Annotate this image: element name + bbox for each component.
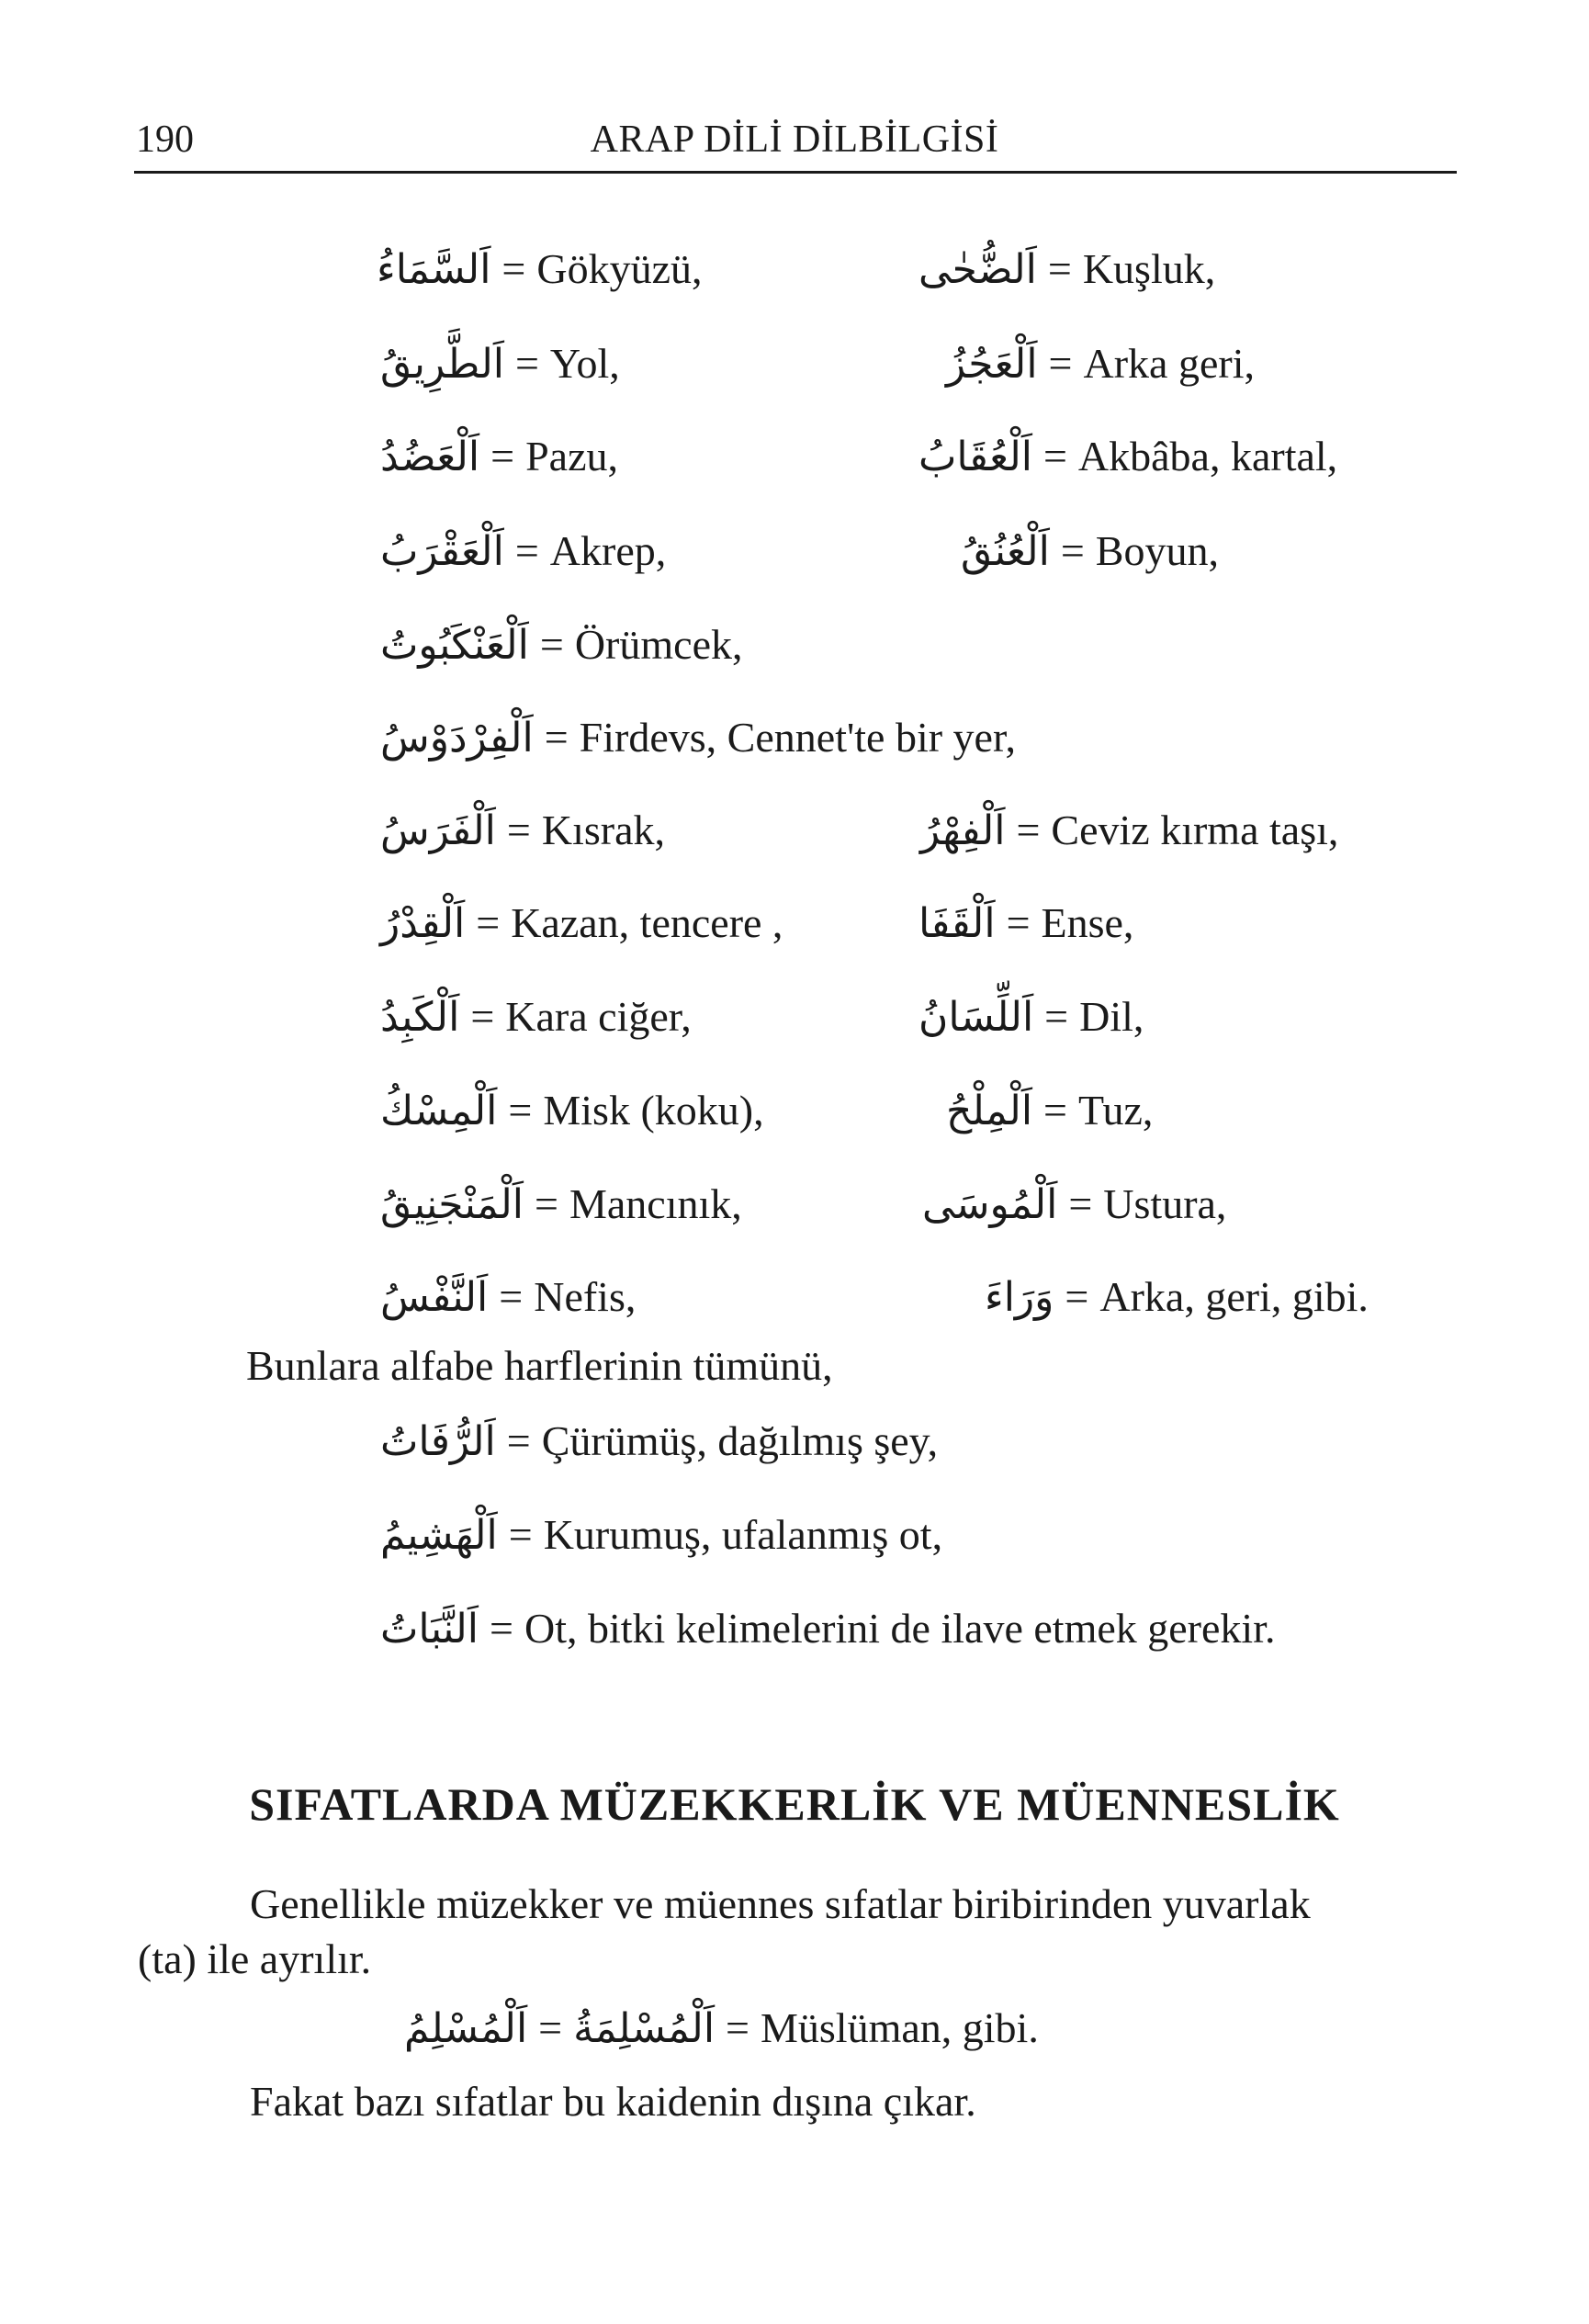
equals-sign: = — [1047, 245, 1072, 292]
vocab-entry-right — [985, 1273, 1369, 1321]
equals-sign: = — [476, 899, 501, 946]
equals-sign: = — [1060, 527, 1085, 574]
equals-sign: = — [508, 1511, 533, 1558]
arabic-word: اَلْعَضُدُ — [380, 434, 480, 480]
arabic-word: اَلضُّحٰى — [918, 246, 1037, 293]
turkish-meaning: Boyun, — [1095, 527, 1219, 574]
turkish-meaning: Çürümüş, dağılmış şey, — [541, 1417, 939, 1464]
vocab-entry-right — [918, 993, 1144, 1041]
section-heading: SIFATLARDA MÜZEKKERLİK VE MÜENNESLİK — [249, 1778, 1340, 1830]
arabic-word: اَلْمُوسَى — [922, 1181, 1058, 1228]
additional-entry — [380, 1605, 1276, 1653]
example-line — [404, 2004, 1039, 2052]
vocab-entry-right — [922, 1180, 1227, 1228]
vocab-entry-left — [380, 527, 667, 575]
equals-sign: = — [508, 1087, 533, 1134]
arabic-word: اَلسَّمَاءُ — [377, 246, 491, 293]
vocab-entry-left — [377, 245, 703, 293]
equals-sign: = — [1068, 1180, 1093, 1227]
equals-sign: = — [1065, 1273, 1089, 1320]
equals-sign: = — [535, 1180, 558, 1227]
arabic-word: اَلْمِسْكُ — [380, 1088, 498, 1134]
arabic-word: اَلْقِدْرُ — [380, 900, 466, 947]
turkish-meaning: Kara ciğer, — [505, 993, 692, 1040]
page-number: 190 — [136, 118, 194, 161]
vocab-entry-right — [961, 527, 1219, 575]
vocab-entry-right — [946, 340, 1255, 388]
arabic-word: اَلْفِرْدَوْسُ — [380, 715, 534, 762]
equals-sign: = — [501, 245, 526, 292]
turkish-meaning: Dil, — [1079, 993, 1144, 1040]
vocab-entry-left — [380, 714, 1016, 762]
equals-sign: = — [1042, 433, 1067, 479]
turkish-meaning: Nefis, — [534, 1273, 637, 1320]
arabic-word: اَلطَّرِيقُ — [380, 341, 504, 388]
additional-entry — [380, 1417, 939, 1465]
turkish-meaning: Gökyüzü, — [536, 245, 703, 292]
turkish-meaning: Kazan, tencere , — [511, 899, 783, 946]
vocab-entry-left — [380, 1180, 742, 1228]
vocab-entry-left — [380, 1089, 764, 1132]
arabic-word: اَلْكَبِدُ — [380, 994, 460, 1041]
turkish-meaning: Kısrak, — [541, 807, 665, 853]
vocab-entry-left — [380, 435, 618, 478]
arabic-word: اَلْعَنْكَبُوتُ — [380, 622, 529, 669]
vocab-entry-left — [380, 993, 692, 1041]
turkish-meaning: Firdevs, Cennet'te bir yer, — [579, 714, 1016, 761]
arabic-word: اَلْعَقْرَبُ — [380, 528, 504, 575]
equals-sign: = — [506, 1417, 531, 1464]
vocab-entry-left — [380, 340, 620, 388]
arabic-word: اَلْمِلْحُ — [946, 1088, 1033, 1134]
equals-sign: = — [470, 993, 495, 1040]
equals-sign: = — [544, 714, 569, 761]
turkish-meaning: Örümcek, — [574, 621, 743, 668]
vocab-entry-right — [920, 809, 1338, 852]
vocab-entry-left — [380, 809, 665, 852]
equals-sign: = — [1043, 1087, 1067, 1134]
additional-entry — [380, 1511, 943, 1559]
turkish-meaning: Yol, — [549, 340, 620, 387]
equals-sign: = — [499, 1273, 524, 1320]
equals-sign: = — [514, 340, 539, 387]
equals-sign: = — [538, 2004, 563, 2051]
arabic-word: اَلنَّبَاتُ — [380, 1606, 479, 1653]
closing-line: Fakat bazı sıfatlar bu kaidenin dışına çıkar. — [250, 2078, 976, 2125]
vocab-entry-left — [380, 899, 783, 947]
turkish-meaning: Kurumuş, ufalanmış ot, — [543, 1511, 943, 1558]
arabic-word: اَلْقَفَا — [918, 900, 996, 947]
turkish-meaning: Akbâba, kartal, — [1077, 433, 1338, 479]
turkish-meaning: Müslüman, gibi. — [761, 2004, 1039, 2051]
turkish-meaning: Kuşluk, — [1082, 245, 1216, 292]
vocab-entry-right — [918, 435, 1337, 478]
equals-sign: = — [726, 2004, 749, 2051]
turkish-meaning: Misk (koku), — [543, 1087, 764, 1134]
turkish-meaning: Ense, — [1041, 899, 1134, 946]
paragraph-line-1: Genellikle müzekker ve müennes sıfatlar biribirinden yuvarlak — [250, 1880, 1311, 1927]
equals-sign: = — [1006, 899, 1031, 946]
arabic-word: اَللِّسَانُ — [918, 994, 1034, 1041]
turkish-meaning: Pazu, — [525, 433, 618, 479]
arabic-word: اَلْهَشِيمُ — [380, 1512, 498, 1559]
arabic-word: وَرَاءَ — [985, 1274, 1054, 1321]
arabic-word: اَلْعَجُزُ — [946, 341, 1038, 388]
equals-sign: = — [514, 527, 539, 574]
vocab-entry-left — [380, 621, 743, 669]
turkish-meaning: Arka, geri, gibi. — [1099, 1273, 1369, 1320]
arabic-masculine: اَلْمُسْلِمُ — [404, 2005, 528, 2052]
equals-sign: = — [490, 433, 515, 479]
turkish-meaning: Ustura, — [1103, 1180, 1227, 1227]
equals-sign: = — [1048, 340, 1073, 387]
vocab-entry-right — [946, 1089, 1153, 1132]
equals-sign: = — [1016, 807, 1041, 853]
arabic-word: اَلْفِهْرُ — [920, 807, 1006, 854]
turkish-meaning: Tuz, — [1078, 1087, 1154, 1134]
vocab-entry-right — [918, 245, 1216, 293]
turkish-meaning: Mancınık, — [569, 1180, 742, 1227]
arabic-feminine: اَلْمُسْلِمَةُ — [573, 2005, 716, 2052]
vocab-entry-right — [918, 899, 1134, 947]
equals-sign: = — [1044, 993, 1069, 1040]
equals-sign: = — [490, 1605, 513, 1652]
arabic-word: اَلْعُقَابُ — [918, 434, 1032, 480]
turkish-meaning: Ot, bitki kelimelerini de ilave etmek gerekir. — [524, 1605, 1276, 1652]
arabic-word: اَلرُّفَاتُ — [380, 1418, 496, 1465]
paragraph-line-2: (ta) ile ayrılır. — [138, 1935, 372, 1982]
arabic-word: اَلْعُنُقُ — [961, 528, 1050, 575]
header-rule — [134, 171, 1457, 174]
turkish-meaning: Akrep, — [549, 527, 667, 574]
turkish-meaning: Arka geri, — [1083, 340, 1255, 387]
turkish-meaning: Ceviz kırma taşı, — [1051, 807, 1339, 853]
arabic-word: اَلْفَرَسُ — [380, 807, 496, 854]
equals-sign: = — [506, 807, 531, 853]
equals-sign: = — [539, 621, 564, 668]
vocab-entry-left — [380, 1273, 637, 1321]
running-title: ARAP DİLİ DİLBİLGİSİ — [590, 118, 999, 161]
arabic-word: اَلْمَنْجَنِيقُ — [380, 1181, 524, 1228]
intro-line: Bunlara alfabe harflerinin tümünü, — [246, 1342, 833, 1389]
arabic-word: اَلنَّفْسُ — [380, 1274, 489, 1321]
